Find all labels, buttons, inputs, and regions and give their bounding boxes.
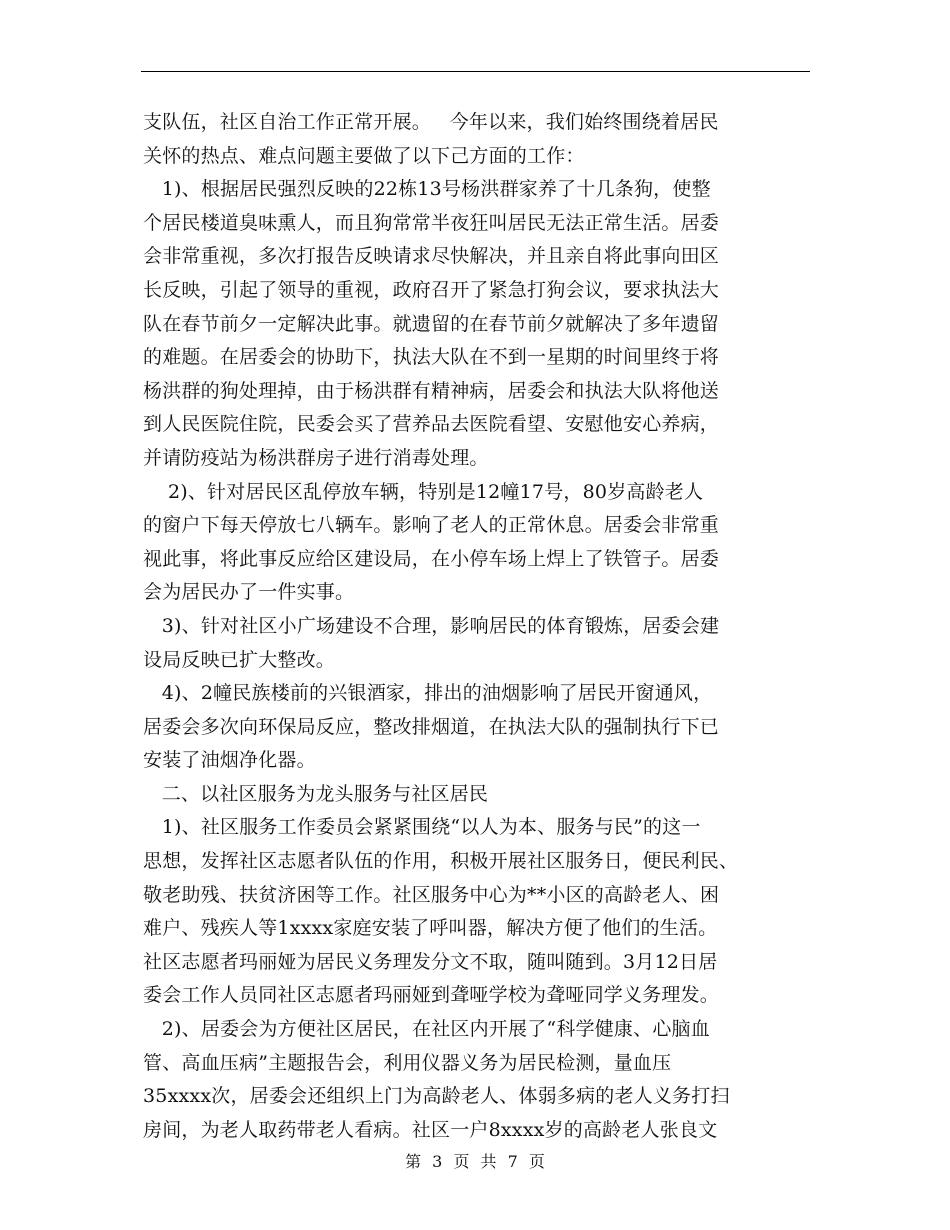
body-text	[143, 106, 807, 1147]
text-line: 的难题。在居委会的协助下，执法大队在不到一星期的时间里终于将	[143, 346, 720, 369]
text-line: 设局反映已扩大整改。	[143, 648, 336, 671]
text-line: 会非常重视，多次打报告反映请求尽快解决，并且亲自将此事向田区	[143, 245, 720, 268]
text-line: 安装了油烟净化器。	[143, 749, 316, 772]
text-line: 难户、残疾人等1xxxx家庭安装了呼叫器，解决方便了他们的生活。	[143, 917, 718, 940]
text-line: 房间，为老人取药带老人看病。社区一户8xxxx岁的高龄老人张良文	[143, 1118, 718, 1141]
text-line: 2)、居委会为方便社区居民，在社区内开展了“科学健康、心脑血	[143, 1018, 710, 1041]
text-line: 长反映，引起了领导的重视，政府召开了紧急打狗会议，要求执法大	[143, 278, 720, 301]
text-line: 2)、针对居民区乱停放车辆，特别是12幢17号，80岁高龄老人	[143, 480, 704, 503]
text-line: 的窗户下每天停放七八辆车。影响了老人的正常休息。居委会非常重	[143, 514, 720, 537]
text-line: 队在春节前夕一定解决此事。就遗留的在春节前夕就解决了多年遗留	[143, 312, 720, 335]
text-line: 3)、针对社区小广场建设不合理，影响居民的体育锻炼，居委会建	[143, 614, 720, 637]
text-line: 个居民楼道臭味熏人，而且狗常常半夜狂叫居民无法正常生活。居委	[143, 211, 720, 234]
text-line: 敬老助残、扶贫济困等工作。社区服务中心为**小区的高龄老人、困	[143, 883, 720, 906]
text-line: 到人民医院住院，民委会买了营养品去医院看望、安慰他安心养病，	[143, 413, 720, 436]
text-line: 委会工作人员同社区志愿者玛丽娅到聋哑学校为聋哑同学义务理发。	[143, 984, 720, 1007]
text-line: 1)、根据居民强烈反映的22栋13号杨洪群家养了十几条狗，使整	[143, 178, 711, 201]
text-line: 会为居民办了一件实事。	[143, 581, 355, 604]
text-line: 管、高血压病”主题报告会，利用仪器义务为居民检测，量血压	[143, 1051, 672, 1074]
text-line: 4)、2幢民族楼前的兴银酒家，排出的油烟影响了居民开窗通风，	[143, 682, 713, 705]
text-line: 并请防疫站为杨洪群房子进行消毒处理。	[143, 446, 489, 469]
text-line: 二、以社区服务为龙头服务与社区居民	[143, 782, 489, 805]
text-line: 思想，发挥社区志愿者队伍的作用，积极开展社区服务日，便民利民、	[143, 850, 739, 873]
page-footer: 第 3 页 共 7 页	[405, 1152, 545, 1171]
text-line: 1)、社区服务工作委员会紧紧围绕“以人为本、服务与民”的这一	[143, 816, 701, 839]
text-line: 社区志愿者玛丽娅为居民义务理发分文不取，随叫随到。3月12日居	[143, 950, 718, 973]
text-line: 支队伍，社区自治工作正常开展。 今年以来，我们始终围绕着居民	[143, 111, 719, 133]
text-line: 关怀的热点、难点问题主要做了以下己方面的工作：	[143, 144, 585, 167]
text-line: 杨洪群的狗处理掉，由于杨洪群有精神病，居委会和执法大队将他送	[143, 379, 720, 402]
text-line: 35xxxx次，居委会还组织上门为高龄老人、体弱多病的老人义务打扫	[143, 1085, 730, 1108]
text-line: 视此事，将此事反应给区建设局，在小停车场上焊上了铁管子。居委	[143, 547, 720, 570]
header-rule	[141, 71, 810, 72]
text-line: 居委会多次向环保局反应，整改排烟道，在执法大队的强制执行下已	[143, 715, 720, 738]
